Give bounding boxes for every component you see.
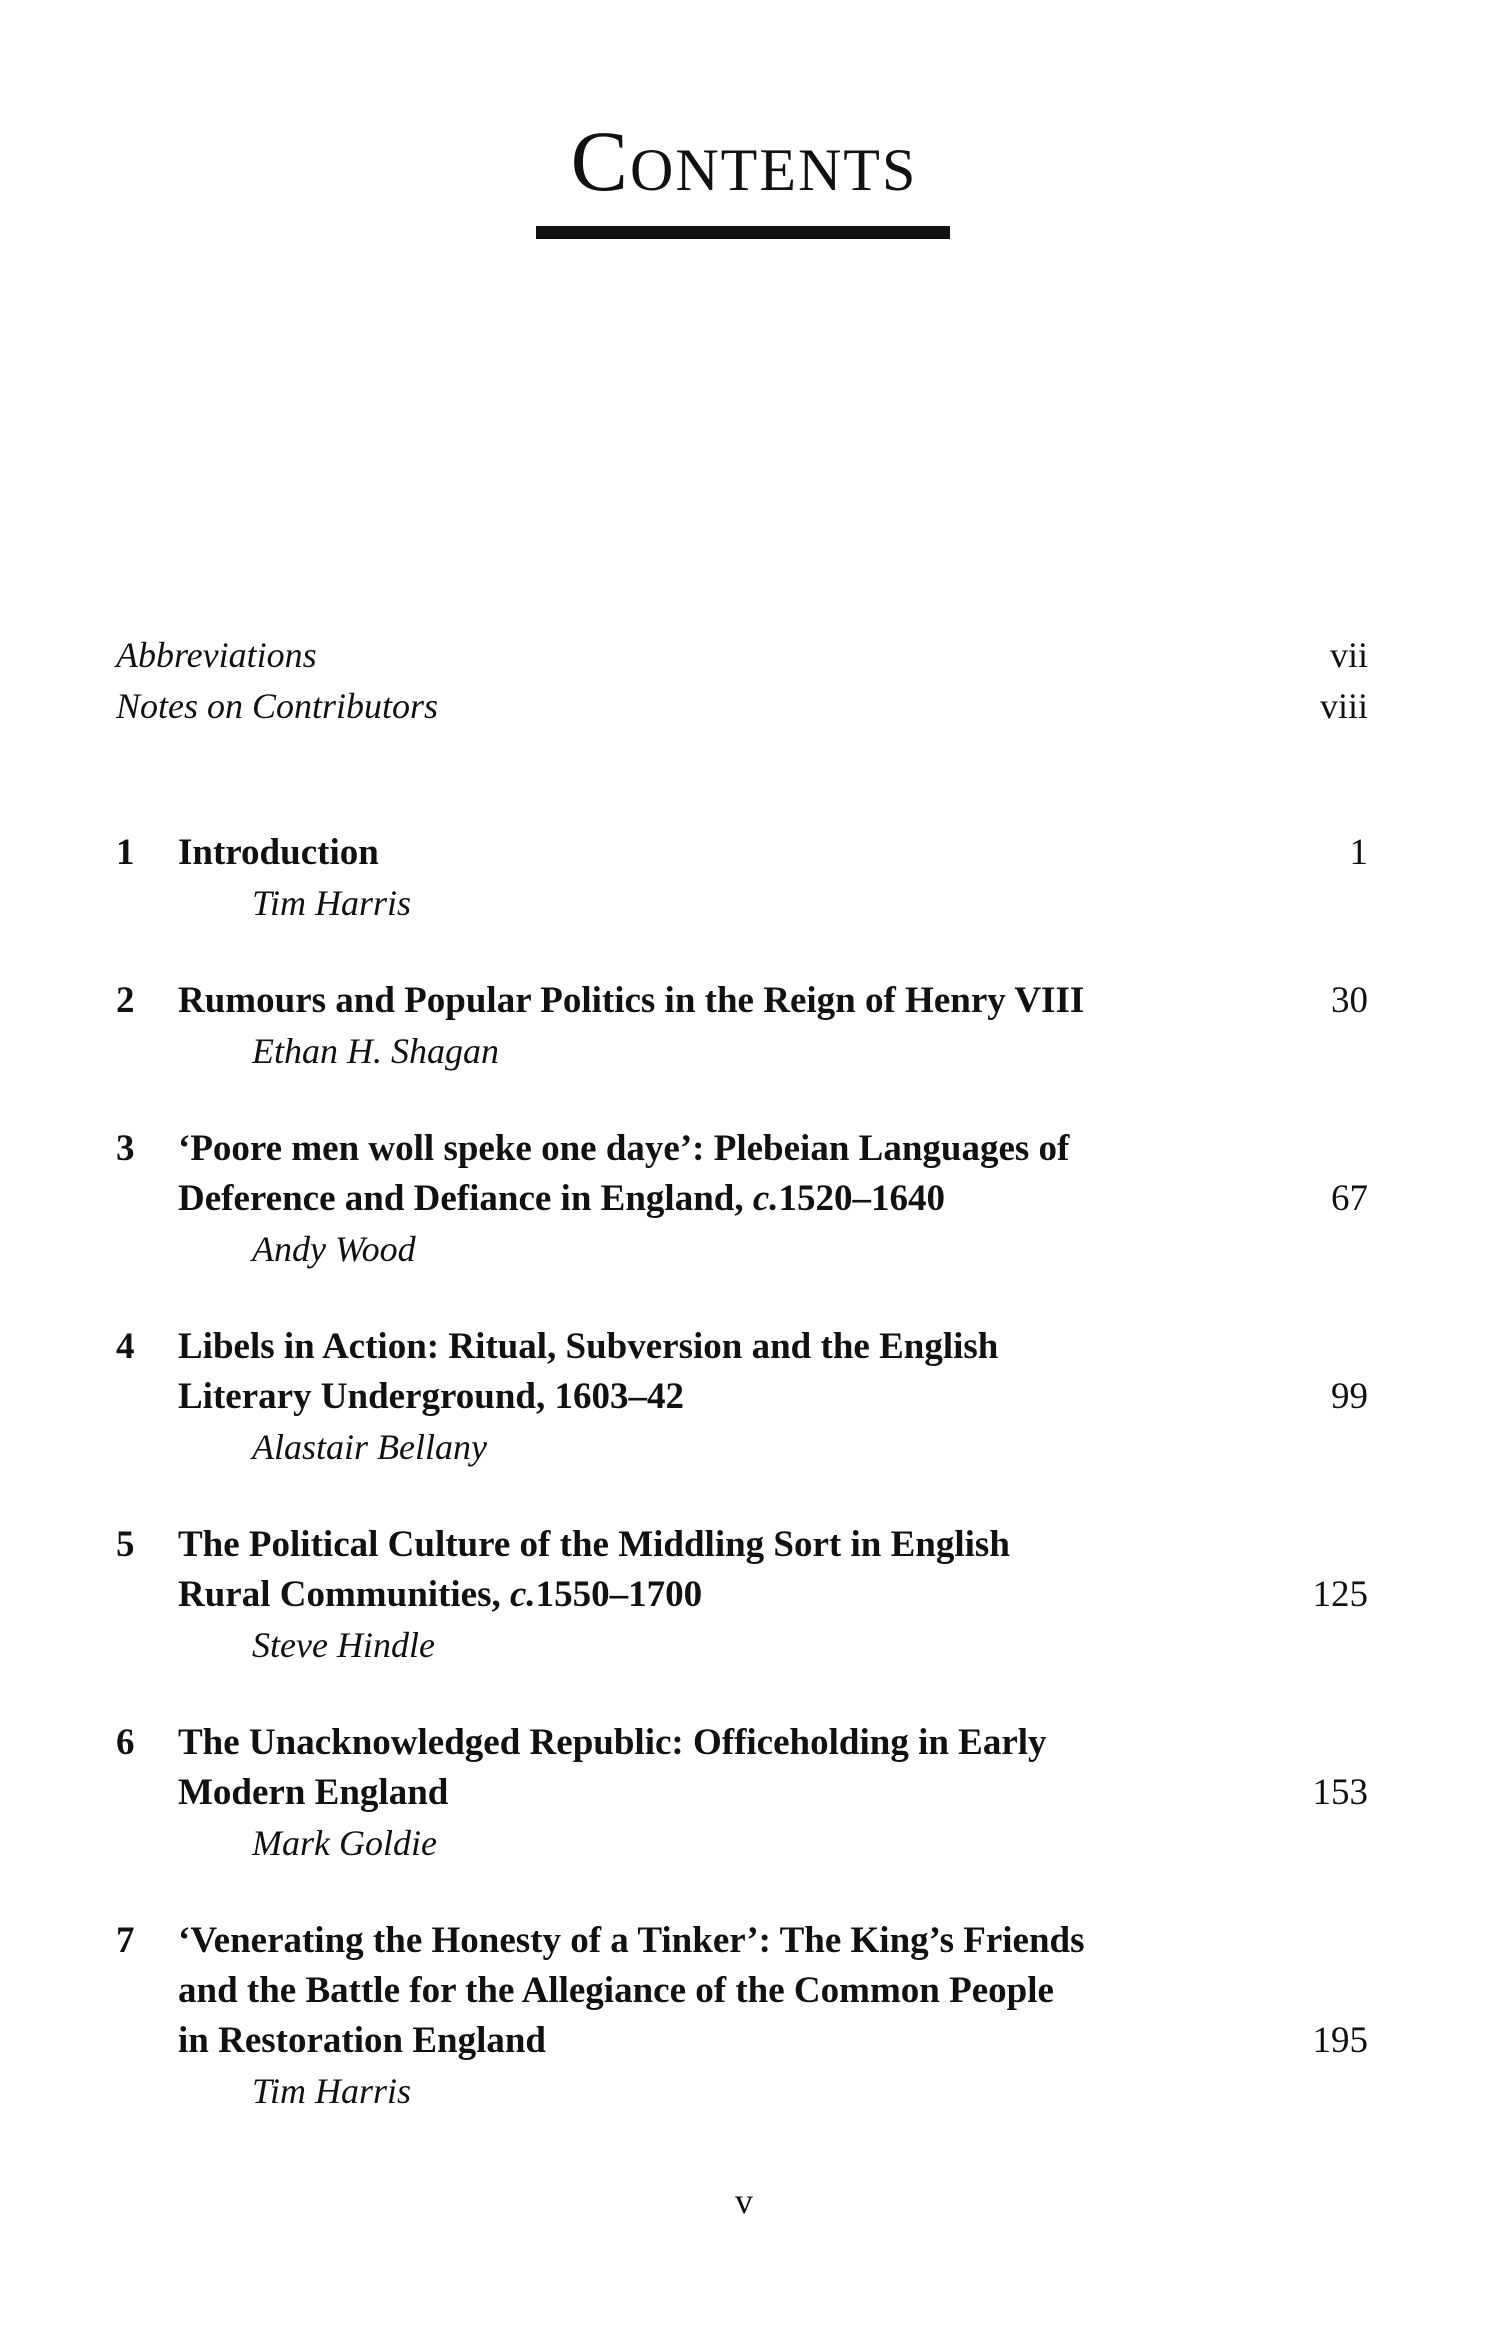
chapter-title-segment: The Unacknowledged Republic: Officeholding in Early (178, 1722, 1047, 1763)
chapter-number: 1 (116, 832, 135, 873)
chapter-title (178, 1322, 1288, 1422)
chapter-page-number: 30 (1331, 980, 1368, 1021)
chapter-entry[interactable] (116, 1718, 1368, 1868)
chapter-heading (116, 1520, 1368, 1620)
chapter-author: Ethan H. Shagan (252, 1031, 499, 1071)
chapter-number: 2 (116, 980, 135, 1021)
chapter-number: 6 (116, 1722, 135, 1763)
chapter-author: Andy Wood (252, 1229, 416, 1269)
chapter-title (178, 976, 1288, 1026)
chapter-title-segment: Deference and Defiance in England, (178, 1178, 753, 1219)
front-matter-entry[interactable] (116, 630, 1368, 681)
front-matter-entry[interactable] (116, 681, 1368, 732)
chapter-entry[interactable] (116, 1322, 1368, 1472)
chapter-list (116, 828, 1368, 2164)
front-matter-list (116, 630, 1368, 732)
chapter-entry[interactable] (116, 1916, 1368, 2116)
chapter-heading (116, 1916, 1368, 2066)
chapter-title-segment: The Political Culture of the Middling Sort in English (178, 1524, 1010, 1565)
chapter-title-segment: ‘Poore men woll speke one daye’: Plebeian Languages of (178, 1128, 1070, 1169)
chapter-heading (116, 1124, 1368, 1224)
chapter-title-segment: Modern England (178, 1772, 449, 1813)
page-title: Contents (570, 113, 918, 209)
chapter-number: 7 (116, 1920, 135, 1961)
page-folio: v (735, 2181, 753, 2221)
chapter-page-number: 67 (1331, 1178, 1368, 1219)
chapter-title-segment: in Restoration England (178, 2020, 547, 2061)
chapter-title-segment: Libels in Action: Ritual, Subversion and the English (178, 1326, 999, 1367)
chapter-title (178, 1520, 1288, 1620)
chapter-title-segment: 1550–1700 (535, 1574, 703, 1615)
chapter-title-segment: c. (752, 1178, 779, 1219)
chapter-heading (116, 1718, 1368, 1818)
front-matter-label: Notes on Contributors (116, 686, 439, 726)
chapter-author: Mark Goldie (252, 1823, 437, 1863)
chapter-title-segment: Rumours and Popular Politics in the Reign of Henry VIII (178, 980, 1085, 1021)
chapter-title-segment: and the Battle for the Allegiance of the Common People (178, 1970, 1054, 2011)
chapter-entry[interactable] (116, 1124, 1368, 1274)
chapter-number: 3 (116, 1128, 135, 1169)
chapter-title-segment: c. (509, 1574, 536, 1615)
chapter-author: Tim Harris (252, 2071, 412, 2111)
chapter-entry[interactable] (116, 828, 1368, 928)
chapter-title (178, 1124, 1288, 1224)
front-matter-page: vii (1329, 635, 1368, 675)
chapter-title-segment: ‘Venerating the Honesty of a Tinker’: The King’s Friends (178, 1920, 1085, 1961)
title-rule (536, 226, 950, 239)
chapter-entry[interactable] (116, 976, 1368, 1076)
chapter-title-segment: 1520–1640 (778, 1178, 946, 1219)
chapter-title (178, 828, 1288, 878)
chapter-number: 4 (116, 1326, 135, 1367)
chapter-page-number: 153 (1312, 1772, 1368, 1813)
chapter-title-segment: Rural Communities, (178, 1574, 510, 1615)
chapter-author: Tim Harris (252, 883, 412, 923)
chapter-author: Steve Hindle (252, 1625, 435, 1665)
chapter-page-number: 195 (1312, 2020, 1368, 2061)
front-matter-label: Abbreviations (116, 635, 317, 675)
chapter-page-number: 99 (1331, 1376, 1368, 1417)
chapter-title-segment: Literary Underground, 1603–42 (178, 1376, 685, 1417)
chapter-heading (116, 1322, 1368, 1422)
chapter-number: 5 (116, 1524, 135, 1565)
chapter-entry[interactable] (116, 1520, 1368, 1670)
chapter-title (178, 1718, 1288, 1818)
chapter-title (178, 1916, 1288, 2066)
front-matter-page: viii (1319, 686, 1368, 726)
chapter-page-number: 125 (1312, 1574, 1368, 1615)
chapter-page-number: 1 (1349, 832, 1368, 873)
chapter-author: Alastair Bellany (252, 1427, 487, 1467)
chapter-heading (116, 828, 1368, 878)
chapter-heading (116, 976, 1368, 1026)
chapter-title-segment: Introduction (178, 832, 379, 873)
